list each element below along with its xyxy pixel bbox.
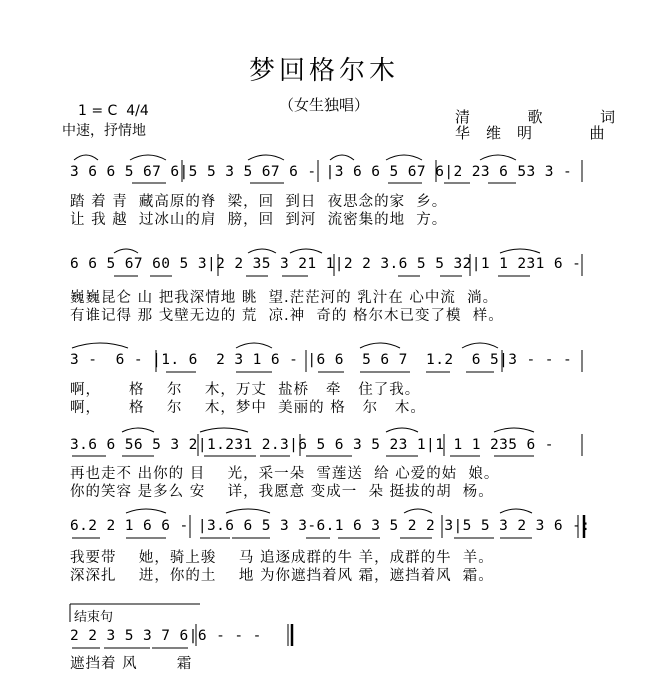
- slur: [126, 509, 166, 513]
- slur: [386, 155, 422, 160]
- slur: [500, 509, 532, 513]
- key-signature: 1 = C 4/4: [78, 103, 149, 119]
- song-title: 梦回格尔木: [248, 56, 399, 86]
- slur: [248, 249, 276, 253]
- slur: [114, 249, 138, 253]
- slur: [130, 155, 166, 160]
- lyric-line: 再也走不 出你的 目 光，采一朵 雪莲送 给 心爱的姑 娘。: [70, 466, 500, 482]
- lyricist-credit: 清 歌 词: [455, 108, 632, 126]
- slur: [74, 155, 98, 160]
- slur: [330, 155, 354, 160]
- lyric-line: 你的笑容 是多么 安 详，我愿意 变成一 朵 挺拔的胡 杨。: [70, 484, 494, 500]
- tempo-marking: 中速，抒情地: [62, 123, 146, 139]
- notation-row: 3 - 6 - |1. 6 2 3 1 6 - |6 6 5 6 7 1.2 6 5|3 - - -: [70, 352, 573, 368]
- slur: [200, 428, 248, 432]
- composer-credit: 华维明 曲: [455, 124, 621, 142]
- lyric-line: 啊， 格 尔 木，梦中 美丽的 格 尔 木。: [70, 400, 426, 416]
- lyric-line: 我要带 她，骑上骏 马 追逐成群的牛 羊，成群的牛 羊。: [70, 550, 494, 566]
- lyric-line: 踏 着 青 藏高原的脊 梁，回 到日 夜思念的家 乡。: [70, 194, 448, 210]
- slur: [72, 343, 128, 348]
- lyric-line: 有谁记得 那 戈壁无边的 荒 凉.神 奇的 格尔木已变了模 样。: [70, 308, 504, 324]
- slur: [290, 249, 322, 253]
- slur: [462, 343, 498, 348]
- lyric-line: 巍巍昆仑 山 把我深情地 眺 望.茫茫河的 乳汁在 心中流 淌。: [70, 290, 499, 306]
- slur: [404, 509, 432, 513]
- slur: [226, 509, 270, 513]
- slur: [248, 155, 284, 160]
- notation-row: 6.2 2 1 6 6 - |3.6 6 5 3 3-6.1 6 3 5 2 2 3|5 5 3 2 3 6 -:: [70, 518, 591, 534]
- ending-label: 结束句: [74, 610, 114, 625]
- notation-row: 3.6 6 56 5 3 2|1.231 2.3|6 5 6 3 5 23 1|1 1 1 235 6 -: [70, 437, 554, 453]
- slur: [480, 155, 516, 160]
- ending-lyric: 遮挡着 风 霜: [70, 656, 193, 672]
- notation-row: 6 6 5 67 60 5 3|2 2 35 3 21 1|2 2 3.6 5 5 32|1 1 231 6 -: [70, 256, 582, 272]
- slur: [386, 428, 418, 432]
- lyric-line: 啊， 格 尔 木，万丈 盐桥 牵 住了我。: [70, 382, 421, 398]
- slur: [360, 343, 400, 348]
- lyric-line: 深深扎 进，你的土 地 为你遮挡着风 霜，遮挡着风 霜。: [70, 568, 494, 584]
- ending-notation: 2 2 3 5 3 7 6|6 - - -: [70, 628, 262, 644]
- slur: [494, 428, 534, 432]
- slur: [236, 343, 272, 348]
- notation-row: 3 6 6 5 67 6|5 5 3 5 67 6 - |3 6 6 5 67 6|2 23 6 53 3 -: [70, 164, 573, 180]
- slur: [500, 249, 540, 253]
- slur: [122, 428, 154, 432]
- song-subtitle: （女生独唱）: [278, 96, 369, 114]
- lyric-line: 让 我 越 过冰山的肩 膀，回 到河 流密集的地 方。: [70, 212, 448, 228]
